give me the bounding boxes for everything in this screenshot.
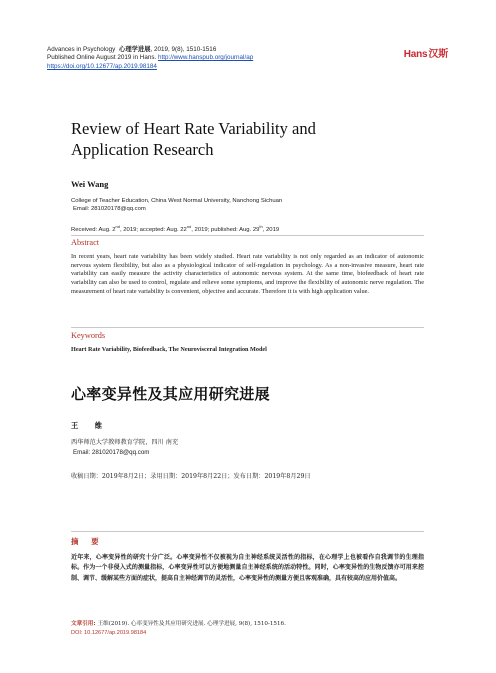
affiliation-en: College of Teacher Education, China West Normal University, Nanchong Sichuan: [71, 198, 283, 204]
keywords-en: Heart Rate Variability, Biofeedback, The Neurovisceral Integration Model: [71, 346, 267, 353]
received-end: , 2019: [262, 226, 280, 233]
volume-info: , 2019, 9(8), 1510-1516: [150, 46, 217, 53]
author-en: Wei Wang: [71, 179, 109, 189]
affiliation-cn: 西华师范大学教师教育学院，四川 南充: [71, 439, 179, 446]
citation-line: [71, 620, 431, 629]
journal-url-link[interactable]: http://www.hanspub.org/journal/ap: [157, 54, 254, 62]
citation-label: 文章引用:: [71, 621, 98, 627]
divider-abstract-cn: [71, 531, 424, 532]
received-dates-en: [71, 224, 279, 233]
received-dates-cn: 收稿日期：2019年8月2日；录用日期：2019年8月22日；发布日期：2019年8月29日: [71, 473, 311, 480]
title-line-1: Review of Heart Rate Variability and: [71, 119, 316, 138]
logo-text: Hans: [403, 49, 428, 60]
email-en: Email: 281020178@qq.com: [73, 206, 146, 212]
author-cn: 王 维: [71, 421, 109, 430]
divider-abstract-en: [71, 235, 424, 236]
abstract-heading-en: Abstract: [71, 238, 100, 247]
affiliation-en-block: [71, 197, 282, 213]
hans-logo: [404, 45, 448, 60]
published-online-text: Published Online August 2019 in Hans.: [47, 54, 158, 62]
journal-name-line: [47, 46, 447, 54]
title-line-2: Application Research: [71, 140, 214, 159]
logo-cn-text: 汉斯: [428, 49, 448, 60]
abstract-heading-cn: 摘 要: [71, 537, 104, 546]
abstract-text-en: In recent years, heart rate variability has been widely studied. Heart rate variability is not only regarded as an indicator of autonomic nervous system flexibility, but also as a physiological indicator of self-regulation in psychology. As a non-invasive measure, heart rate variability can easily measure the activity characteristics of autonomic nervous system. At the same time, biofeedback of heart rate variability can also be used to control, regulate and relieve some symptoms, and improve the flexibility of autonomic nerve regulation. The measurement of heart rate variability is convenient, objective and accurate. Therefore it is with high application value.: [71, 253, 424, 295]
published-online-line: [47, 54, 447, 62]
paper-title-cn: 心率变异性及其应用研究进展: [71, 385, 270, 403]
accepted-sup: nd: [186, 224, 192, 229]
citation-doi[interactable]: DOI: 10.12677/ap.2019.98184: [71, 629, 147, 636]
citation-block: [71, 620, 431, 637]
journal-header: [47, 46, 447, 71]
accepted-label: , 2019; accepted: Aug. 22: [120, 226, 187, 233]
journal-name-en: Advances in Psychology: [47, 46, 116, 53]
published-sup: th: [259, 224, 263, 229]
paper-title-en: [71, 118, 431, 160]
doi-link[interactable]: https://doi.org/10.12677/ap.2019.98184: [47, 62, 157, 70]
keywords-heading-en: Keywords: [71, 331, 106, 340]
email-cn: Email: 281020178@qq.com: [73, 448, 150, 456]
citation-text: 王维(2019). 心率变异性及其应用研究进展. 心理学进展, 9(8), 1510-1516.: [97, 621, 286, 627]
journal-name-cn: 心理学进展: [119, 46, 151, 53]
received-sup: nd: [115, 224, 120, 229]
doi-line: [47, 63, 447, 71]
received-label: Received: Aug. 2: [71, 226, 116, 233]
abstract-text-cn: 近年来，心率变异性的研究十分广泛。心率变异性不仅被视为自主神经系统灵活性的指标，在心理学上也被看作自我调节的生理指标。作为一个非侵入式的测量指标，心率变异性可以方便地测量自主神经系统的活动特性。同时，心率变异性的生物反馈亦可用来控制、调节、缓解某些方面的症状，提高自主神经调节的灵活性，心率变异性的测量方便且客观准确，具有较高的应用价值高。: [71, 554, 424, 582]
divider-keywords-en: [71, 327, 424, 328]
published-label: , 2019; published: Aug. 29: [191, 226, 260, 233]
affiliation-cn-block: [71, 438, 178, 457]
